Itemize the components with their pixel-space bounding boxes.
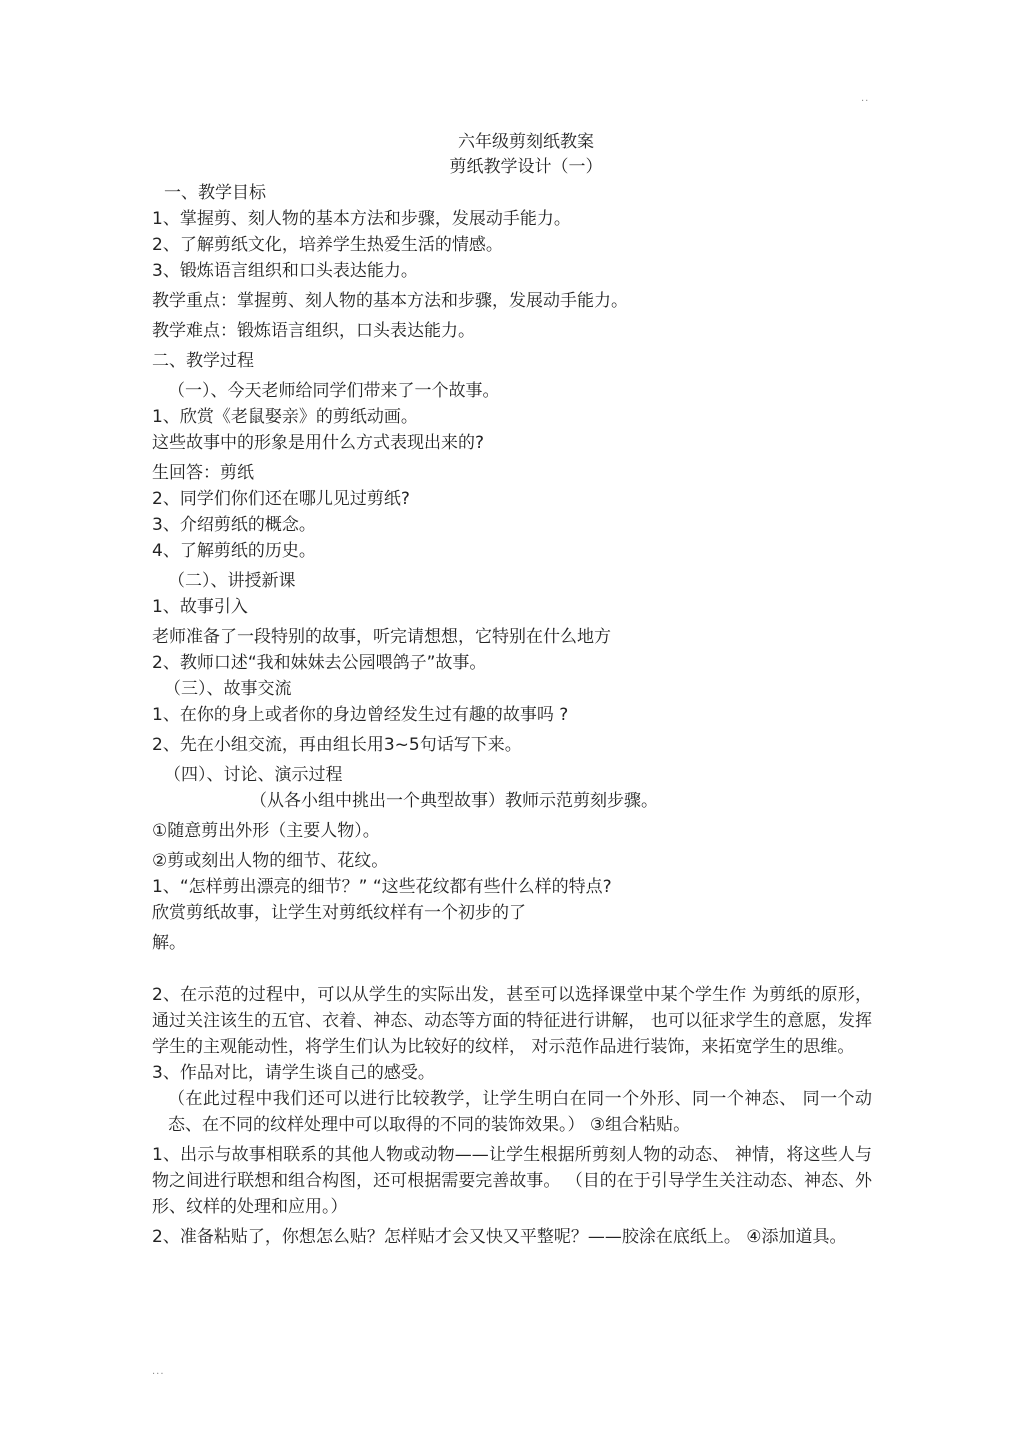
list-item: 1、在你的身上或者你的身边曾经发生过有趣的故事吗 ? bbox=[152, 705, 569, 725]
list-item: 2、了解剪纸文化，培养学生热爱生活的情感。 bbox=[152, 235, 503, 255]
paragraph-line: 欣赏剪纸故事，让学生对剪纸纹样有一个初步的了 bbox=[152, 903, 526, 923]
list-item: 1、故事引入 bbox=[152, 597, 248, 617]
paragraph: 2、在示范的过程中，可以从学生的实际出发，甚至可以选择课堂中某个学生作 为剪纸的原形，通过关注该生的五官、衣着、神态、动态等方面的特征进行讲解， 也可以征求学生的意愿，发挥学生的主观能动性，将学生们认为比较好的纹样， 对示范作品进行装饰，来拓宽学生的思维。 bbox=[152, 985, 872, 1057]
document-subtitle: 剪纸教学设计（一） bbox=[449, 157, 603, 177]
paragraph: 1、出示与故事相联系的其他人物或动物——让学生根据所剪刻人物的动态、 神情，将这些人与物之间进行联想和组合构图，还可根据需要完善故事。 （目的在于引导学生关注动态、神态、外形、纹样的处理和应用。） bbox=[152, 1145, 872, 1217]
subsection-heading: （一）、今天老师给同学们带来了一个故事。 bbox=[168, 381, 500, 401]
list-item: 3、锻炼语言组织和口头表达能力。 bbox=[152, 261, 418, 281]
document-title: 六年级剪刻纸教案 bbox=[458, 132, 594, 152]
bottom-corner-mark: ... bbox=[152, 1366, 165, 1377]
key-point-text: 教学重点：掌握剪、刻人物的基本方法和步骤，发展动手能力。 bbox=[152, 291, 628, 311]
subsection-heading: （三）、故事交流 bbox=[164, 679, 292, 699]
paragraph-line: 老师准备了一段特别的故事，听完请想想，它特别在什么地方 bbox=[152, 627, 611, 647]
paragraph-line: 生回答：剪纸 bbox=[152, 463, 254, 483]
list-item: 2、同学们你们还在哪儿见过剪纸? bbox=[152, 489, 410, 509]
paragraph-line: 解。 bbox=[152, 933, 186, 953]
document-body bbox=[152, 180, 872, 1250]
list-item: 2、先在小组交流，再由组长用3~5句话写下来。 bbox=[152, 735, 522, 755]
list-item: 1、掌握剪、刻人物的基本方法和步骤，发展动手能力。 bbox=[152, 209, 571, 229]
difficulty-text: 教学难点：锻炼语言组织，口头表达能力。 bbox=[152, 321, 475, 341]
section-heading-process: 二、教学过程 bbox=[152, 351, 254, 371]
top-corner-mark: .. bbox=[861, 93, 870, 104]
list-item: 4、了解剪纸的历史。 bbox=[152, 541, 316, 561]
subsection-heading: （四）、讨论、演示过程 bbox=[164, 765, 343, 785]
list-item: 1、欣赏《老鼠娶亲》的剪纸动画。 bbox=[152, 407, 418, 427]
paragraph-line: 这些故事中的形象是用什么方式表现出来的? bbox=[152, 433, 485, 453]
list-item: 2、教师口述“我和妹妹去公园喂鸽子”故事。 bbox=[152, 653, 487, 673]
paragraph-line: （从各小组中挑出一个典型故事）教师示范剪刻步骤。 bbox=[250, 791, 658, 811]
paragraph: （在此过程中我们还可以进行比较教学，让学生明白在同一个外形、同一个神态、 同一个动态、在不同的纹样处理中可以取得的不同的装饰效果。） ③组合粘贴。 bbox=[168, 1089, 872, 1135]
list-item: 3、介绍剪纸的概念。 bbox=[152, 515, 316, 535]
step-item: ②剪或刻出人物的细节、花纹。 bbox=[152, 851, 389, 871]
step-item: ①随意剪出外形（主要人物）。 bbox=[152, 821, 380, 841]
section-heading-objectives: 一、教学目标 bbox=[164, 183, 266, 203]
list-item: 3、作品对比，请学生谈自己的感受。 bbox=[152, 1063, 435, 1083]
paragraph: 2、准备粘贴了，你想怎么贴？怎样贴才会又快又平整呢？——胶涂在底纸上。 ④添加道具。 bbox=[152, 1227, 847, 1247]
subsection-heading: （二）、讲授新课 bbox=[168, 571, 296, 591]
list-item: 1、“怎样剪出漂亮的细节？” “这些花纹都有些什么样的特点? bbox=[152, 877, 612, 897]
